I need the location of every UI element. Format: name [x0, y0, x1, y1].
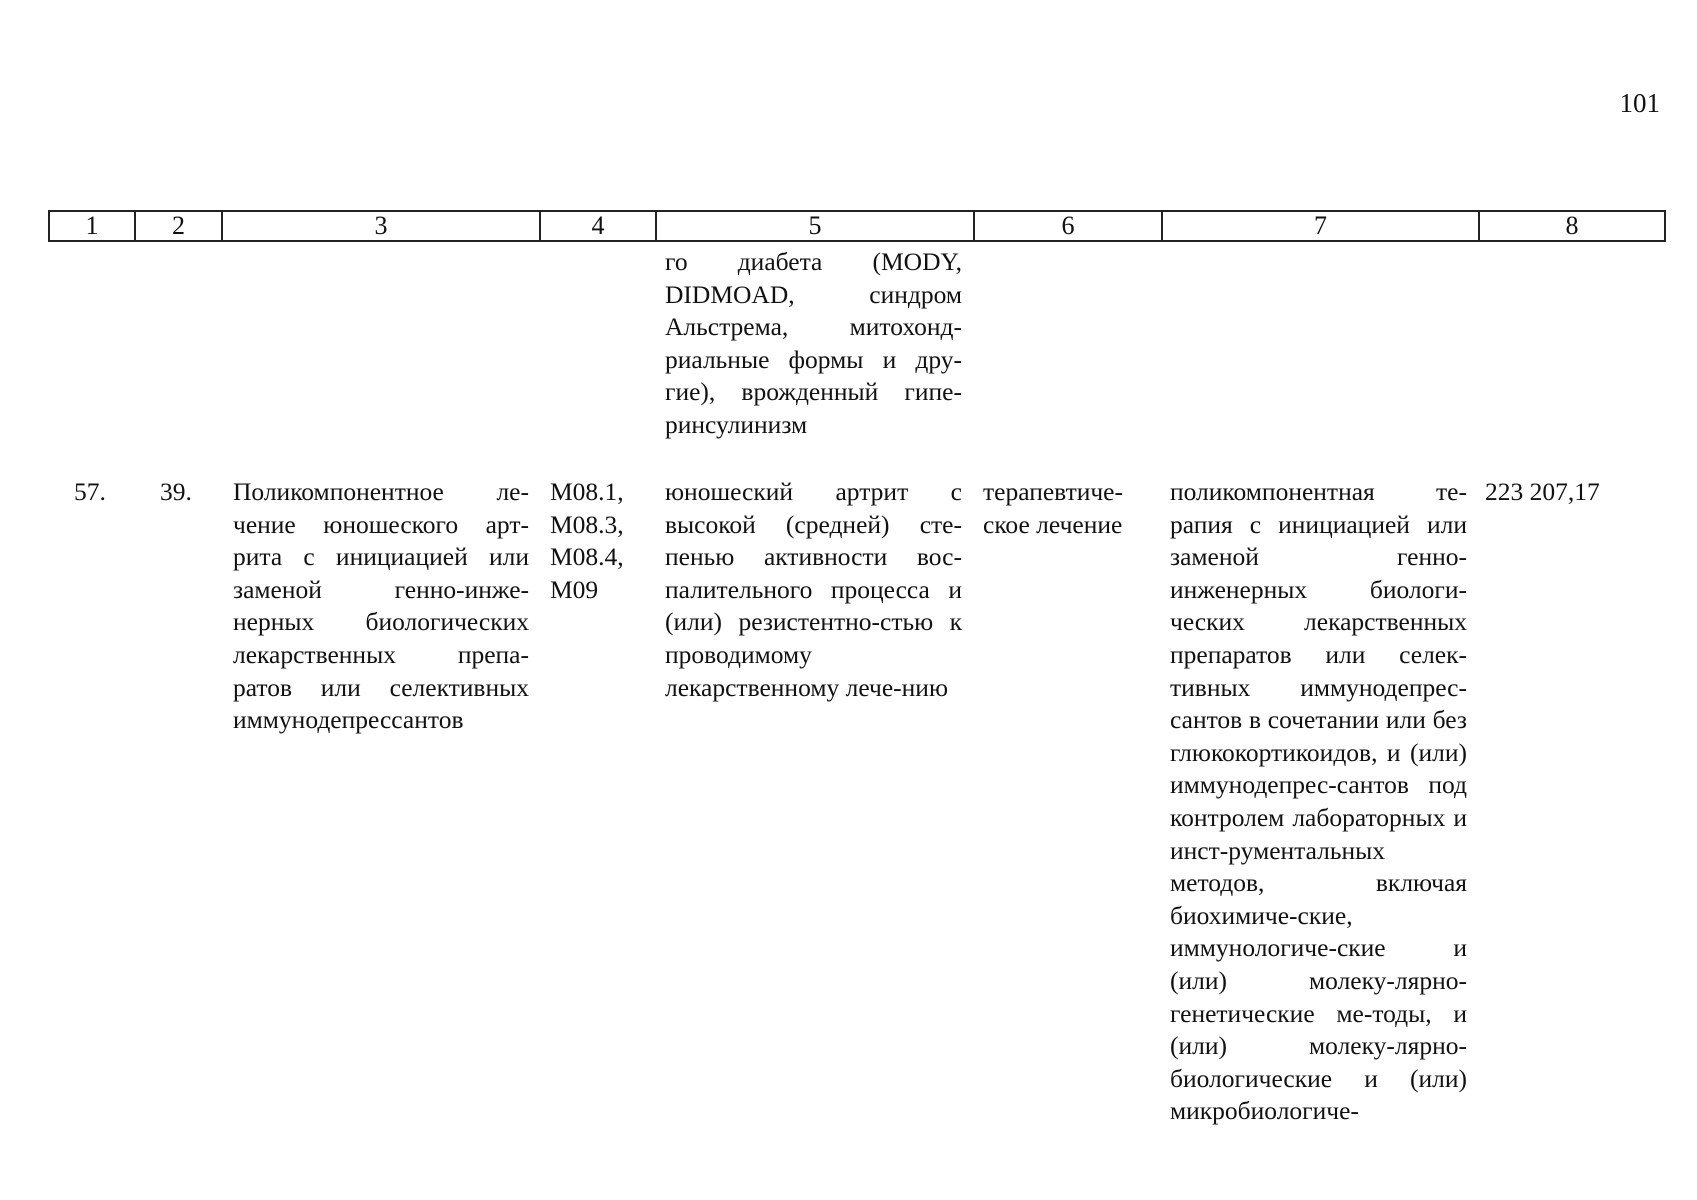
icd-codes: M08.1, M08.3, M08.4, M09 — [550, 477, 624, 604]
column-header-2: 2 — [135, 211, 222, 241]
treatment-method: поликомпонентная те-рапия с инициацией или заменой генно-инженерных биологи-ческих лекарственных препаратов или селек-тивных иммунодепрес-сантов в сочетании или без глюкокортикоидов, и (или) иммунодепрес-сантов под контролем лабораторных и инст-рументальных методов, включая биохимиче-ские, иммунологиче-ские и (или) молеку-лярно-генетические ме-тоды, и (или) молеку-лярно-биологические и (или) микробиологиче- — [1170, 477, 1467, 1126]
group-number: 39. — [160, 477, 192, 506]
column-header-3: 3 — [222, 211, 540, 241]
treatment-type: терапевтиче-ское лечение — [983, 477, 1123, 539]
column-header-1: 1 — [49, 211, 135, 241]
patient-model: юношеский артрит с высокой (средней) сте-пенью активности вос-палительного процесса и (или) резистентно-стью к проводимому лекарственному лече-нию — [665, 477, 962, 702]
row-number: 57. — [74, 477, 106, 506]
column-header-5: 5 — [656, 211, 974, 241]
column-header-8: 8 — [1479, 211, 1665, 241]
table-header — [48, 210, 1666, 242]
column-header-7: 7 — [1162, 211, 1479, 241]
column-header-6: 6 — [974, 211, 1162, 241]
page-number: 101 — [1619, 88, 1660, 118]
column-header-4: 4 — [540, 211, 656, 241]
treatment-name: Поликомпонентное ле-чение юношеского арт-рита с инициацией или заменой генно-инже-нерных биологических лекарственных препа-ратов или селективных иммунодепрессантов — [233, 477, 529, 735]
cost: 223 207,17 — [1485, 477, 1600, 506]
continuation-col5: го диабета (MODY, DIDMOAD, синдром Альстрема, митохонд-риальные формы и дру-гие), врожденный гипе-ринсулинизм — [665, 247, 962, 439]
